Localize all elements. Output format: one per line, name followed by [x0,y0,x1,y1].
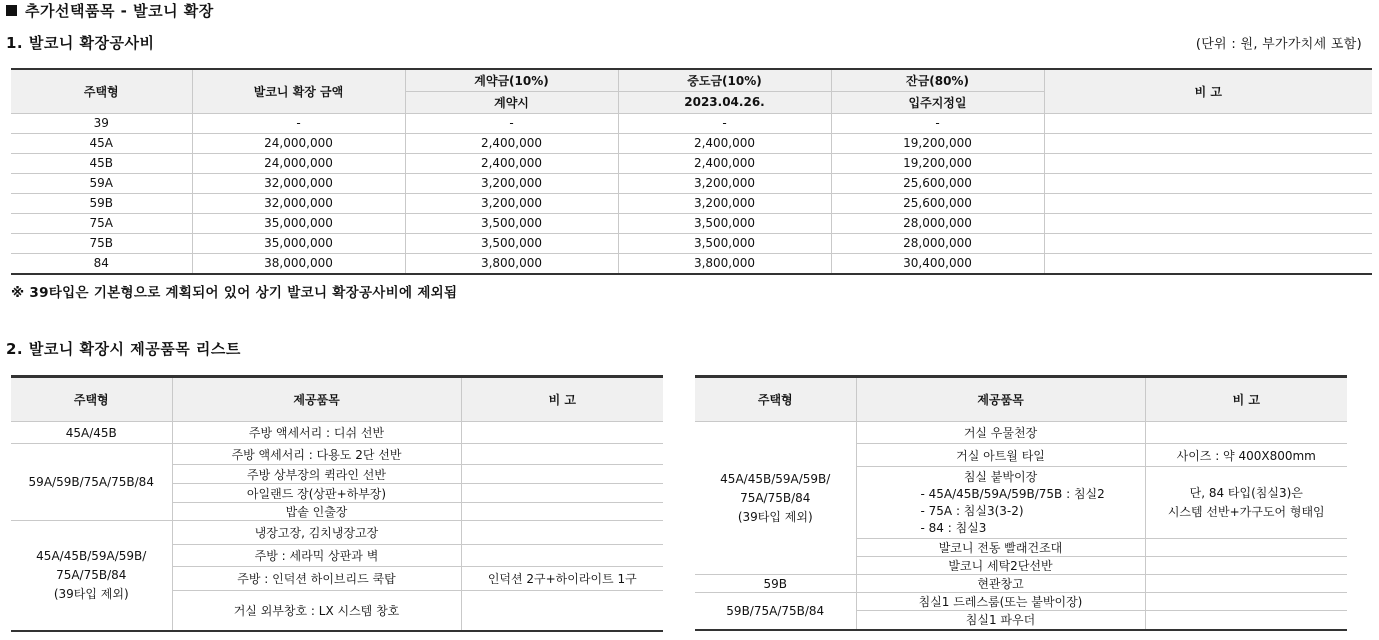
table-row [11,113,1372,133]
cell-type: 84 [11,253,192,274]
cell-type: 45A [11,133,192,153]
cell-item: 발코니 세탁2단선반 [856,557,1145,575]
cell-type: 39 [11,113,192,133]
square-bullet-icon [6,5,17,16]
cell-remark [1145,593,1347,611]
cell-remark [1145,557,1347,575]
cell-type: 45A/45B [11,422,172,444]
cell-item: 주방 : 인덕션 하이브리드 쿡탑 [172,567,461,591]
col-header-balance: 잔금(80%) [831,69,1044,91]
cell-remark [1145,611,1347,630]
cell-remark [1145,467,1347,539]
items-table-left [11,375,663,632]
cell-item: 주방 액세서리 : 다용도 2단 선반 [172,444,461,465]
cell-type: 59B [695,575,856,593]
closet-line: - 84 : 침실3 [920,520,987,535]
unit-note: (단위 : 원, 부가가치세 포함) [1195,37,1362,52]
items-table-right [695,375,1347,631]
page-title [6,0,214,21]
cell-middle: 3,200,000 [618,173,831,193]
cell-balance: 28,000,000 [831,233,1044,253]
cell-deposit: 3,500,000 [405,233,618,253]
closet-title: 침실 붙박이장 [963,469,1038,484]
cell-amount: 24,000,000 [192,133,405,153]
cell-balance: 30,400,000 [831,253,1044,274]
table-row [11,173,1372,193]
cell-remark [461,521,663,545]
cell-remark [1044,173,1372,193]
cell-deposit: 3,200,000 [405,173,618,193]
cell-item: 주방 : 세라믹 상판과 벽 [172,545,461,567]
cell-type: 59B/75A/75B/84 [695,593,856,630]
cell-amount: 35,000,000 [192,213,405,233]
section2-title: 2. 발코니 확장시 제공품목 리스트 [6,340,241,358]
page-title-text: 추가선택품목 - 발코니 확장 [25,2,214,20]
closet-line: - 45A/45B/59A/59B/75B : 침실2 [920,486,1105,501]
cell-item: 거실 외부창호 : LX 시스템 창호 [172,591,461,631]
col-subheader-deposit: 계약시 [405,91,618,113]
cell-remark [1044,113,1372,133]
table-row [11,253,1372,274]
cell-remark [1145,539,1347,557]
col-header-type: 주택형 [11,377,172,422]
cell-remark [1044,153,1372,173]
col-header-remark: 비 고 [1145,377,1347,422]
cell-item: 거실 우물천장 [856,422,1145,444]
cell-type [11,521,172,631]
cell-middle: 3,200,000 [618,193,831,213]
cell-middle: 3,500,000 [618,233,831,253]
cell-deposit: 2,400,000 [405,133,618,153]
remark-line: 단, 84 타입(침실3)은 [1189,485,1303,500]
type-line: 75A/75B/84 [740,490,811,505]
table-row [11,233,1372,253]
cell-deposit: 3,800,000 [405,253,618,274]
remark-line: 시스템 선반+가구도어 형태임 [1167,504,1325,519]
table-row [11,213,1372,233]
table-row [11,153,1372,173]
cell-middle: 2,400,000 [618,153,831,173]
cell-middle: 2,400,000 [618,133,831,153]
cell-balance: - [831,113,1044,133]
col-header-deposit: 계약금(10%) [405,69,618,91]
cell-balance: 25,600,000 [831,173,1044,193]
col-header-type: 주택형 [11,69,192,113]
cell-balance: 28,000,000 [831,213,1044,233]
cell-item: 주방 액세서리 : 디쉬 선반 [172,422,461,444]
type-line: 75A/75B/84 [56,567,127,582]
cell-remark [1044,193,1372,213]
cell-item: 거실 아트월 타일 [856,444,1145,467]
cell-remark [461,465,663,484]
cell-type: 59B [11,193,192,213]
cell-amount: 38,000,000 [192,253,405,274]
cell-type: 59A/59B/75A/75B/84 [11,444,172,521]
cell-item: 현관창고 [856,575,1145,593]
cell-deposit: 3,500,000 [405,213,618,233]
table-row [11,133,1372,153]
col-header-remark: 비 고 [461,377,663,422]
cell-middle: - [618,113,831,133]
cell-balance: 25,600,000 [831,193,1044,213]
cell-remark: 사이즈 : 약 400X800mm [1145,444,1347,467]
closet-line: - 75A : 침실3(3-2) [920,503,1024,518]
col-header-item: 제공품목 [856,377,1145,422]
cell-remark [461,503,663,521]
cell-type [695,422,856,575]
cell-remark: 인덕션 2구+하이라이트 1구 [461,567,663,591]
type-line: 45A/45B/59A/59B/ [720,471,831,486]
cell-type: 75B [11,233,192,253]
col-subheader-balance: 입주지정일 [831,91,1044,113]
cell-remark [1044,253,1372,274]
cell-type: 59A [11,173,192,193]
cell-item [856,467,1145,539]
cell-remark [1145,422,1347,444]
cell-balance: 19,200,000 [831,153,1044,173]
table-row [11,444,663,465]
cell-amount: - [192,113,405,133]
cell-deposit: 2,400,000 [405,153,618,173]
cell-remark [1044,213,1372,233]
cell-middle: 3,500,000 [618,213,831,233]
cell-remark [461,591,663,631]
col-header-amount: 발코니 확장 금액 [192,69,405,113]
cell-remark [461,422,663,444]
cell-type: 45B [11,153,192,173]
col-header-middle: 중도금(10%) [618,69,831,91]
cell-item: 밥솥 인출장 [172,503,461,521]
cell-remark [1044,133,1372,153]
table-row [11,193,1372,213]
col-header-remark: 비 고 [1044,69,1372,113]
table-row [11,521,663,545]
section1-title: 1. 발코니 확장공사비 [6,34,155,52]
type-line: 45A/45B/59A/59B/ [36,548,147,563]
cell-remark [1044,233,1372,253]
table-row [695,593,1347,611]
table-row [11,422,663,444]
cell-item: 침실1 파우더 [856,611,1145,630]
cell-remark [461,484,663,503]
table-row [695,575,1347,593]
cell-deposit: - [405,113,618,133]
cell-remark [461,545,663,567]
cell-item: 주방 상부장의 퀵라인 선반 [172,465,461,484]
cell-amount: 32,000,000 [192,193,405,213]
cell-amount: 35,000,000 [192,233,405,253]
cell-balance: 19,200,000 [831,133,1044,153]
cell-middle: 3,800,000 [618,253,831,274]
cell-remark [1145,575,1347,593]
cell-item: 아일랜드 장(상판+하부장) [172,484,461,503]
type-line: (39타입 제외) [53,586,129,601]
col-header-item: 제공품목 [172,377,461,422]
col-subheader-middle: 2023.04.26. [618,91,831,113]
cell-amount: 24,000,000 [192,153,405,173]
cell-type: 75A [11,213,192,233]
col-header-type: 주택형 [695,377,856,422]
cell-item: 냉장고장, 김치냉장고장 [172,521,461,545]
cell-item: 발코니 전동 빨래건조대 [856,539,1145,557]
cell-amount: 32,000,000 [192,173,405,193]
cell-item: 침실1 드레스룸(또는 붙박이장) [856,593,1145,611]
type-line: (39타입 제외) [737,509,813,524]
balcony-cost-table [11,68,1372,275]
cell-remark [461,444,663,465]
cell-deposit: 3,200,000 [405,193,618,213]
footnote: ※ 39타입은 기본형으로 계획되어 있어 상기 발코니 확장공사비에 제외됨 [11,285,458,301]
table-row [695,422,1347,444]
